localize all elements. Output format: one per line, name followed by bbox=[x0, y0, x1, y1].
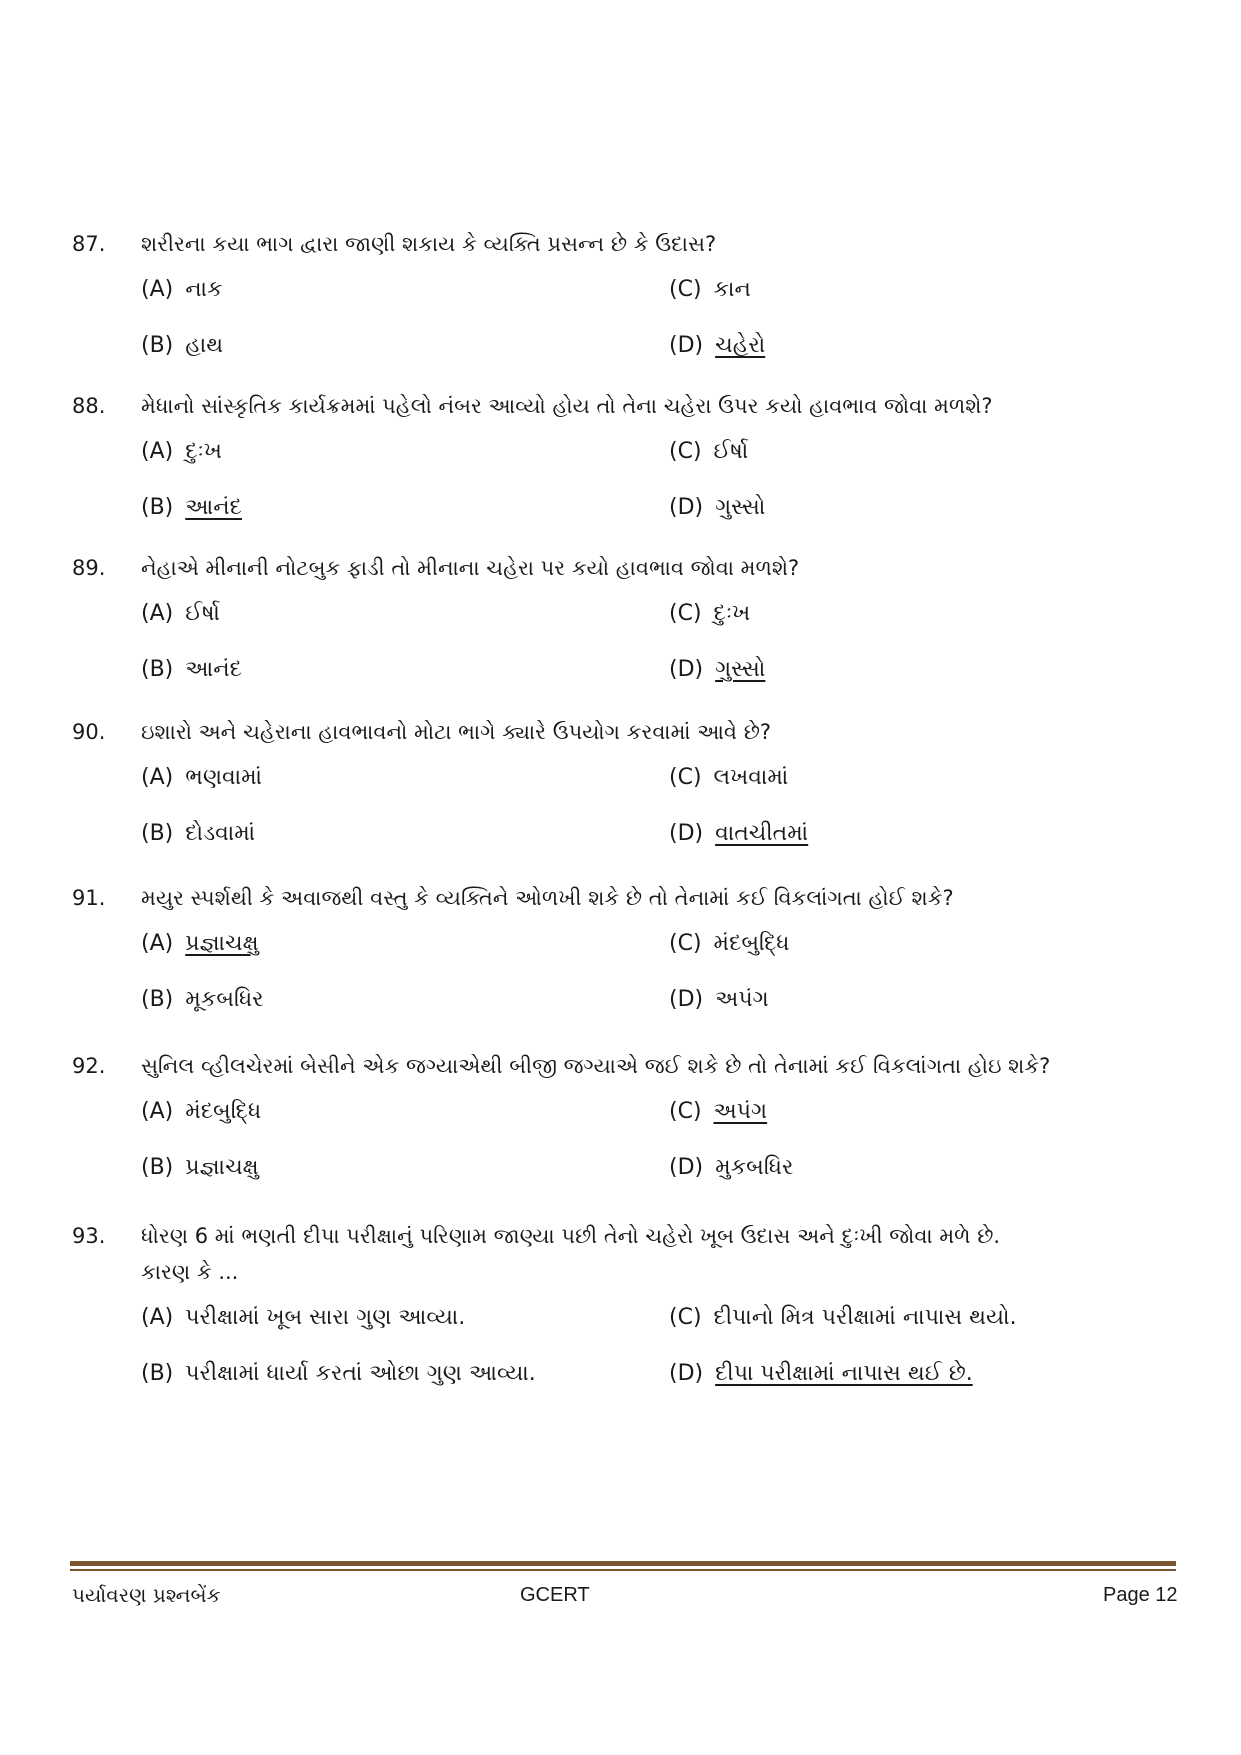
option-d-correct-answer bbox=[669, 318, 765, 374]
option-text: પ્રજ્ઞાચક્ષુ bbox=[185, 931, 259, 956]
option-text: હાથ bbox=[185, 333, 224, 358]
option-label: (C) bbox=[669, 931, 702, 956]
option-label: (A) bbox=[141, 601, 174, 626]
option-text: પ્રજ્ઞાચક્ષુ bbox=[185, 1155, 259, 1180]
option-label: (C) bbox=[669, 439, 702, 464]
option-a bbox=[141, 750, 262, 806]
question-93 bbox=[72, 1218, 1132, 1402]
option-text: પરીક્ષામાં ધાર્યા કરતાં ઓછા ગુણ આવ્યા. bbox=[185, 1361, 536, 1386]
question-text: શરીરના કયા ભાગ દ્વારા જાણી શકાય કે વ્યક્તિ પ્રસન્ન છે કે ઉદાસ? bbox=[141, 232, 717, 256]
question-92 bbox=[72, 1048, 1132, 1196]
question-text: સુનિલ વ્હીલચેરમાં બેસીને એક જગ્યાએથી બીજી જગ્યાએ જઈ શકે છે તો તેનામાં કઈ વિકલાંગતા હોઇ શકે? bbox=[141, 1054, 1051, 1078]
question-90 bbox=[72, 714, 1132, 862]
option-label: (C) bbox=[669, 1305, 702, 1330]
option-label: (D) bbox=[669, 333, 704, 358]
option-text: મુકબધિર bbox=[715, 1155, 794, 1180]
option-text: મૂકબધિર bbox=[185, 987, 264, 1012]
option-b bbox=[141, 642, 242, 698]
option-text: અપંગ bbox=[715, 987, 769, 1012]
option-a bbox=[141, 262, 223, 318]
question-text-continuation: કારણ કે ... bbox=[141, 1260, 239, 1284]
question-text: ધોરણ 6 માં ભણતી દીપા પરીક્ષાનું પરિણામ જાણ્યા પછી તેનો ચહેરો ખૂબ ઉદાસ અને દુઃખી જોવા મળે છે. bbox=[141, 1224, 1001, 1248]
option-a bbox=[141, 1084, 261, 1140]
option-c bbox=[669, 262, 751, 318]
option-text: કાન bbox=[713, 277, 751, 302]
option-text: ગુસ્સો bbox=[715, 495, 766, 520]
option-d bbox=[669, 972, 769, 1028]
option-text: દોડવામાં bbox=[185, 821, 256, 846]
option-c bbox=[669, 1290, 1017, 1346]
option-text: દીપાનો મિત્ર પરીક્ષામાં નાપાસ થયો. bbox=[713, 1305, 1017, 1330]
option-a bbox=[141, 1290, 465, 1346]
option-text: ભણવામાં bbox=[185, 765, 263, 790]
footer-book-title: પર્યાવરણ પ્રશ્નબેંક bbox=[72, 1583, 221, 1607]
option-text: ચહેરો bbox=[715, 333, 766, 358]
question-text: નેહાએ મીનાની નોટબુક ફાડી તો મીનાના ચહેરા પર કયો હાવભાવ જોવા મળશે? bbox=[141, 556, 800, 580]
option-label: (A) bbox=[141, 765, 174, 790]
option-c bbox=[669, 424, 748, 480]
question-88 bbox=[72, 388, 1132, 536]
option-label: (A) bbox=[141, 277, 174, 302]
option-d bbox=[669, 480, 765, 536]
option-d-correct-answer bbox=[669, 806, 808, 862]
question-number: 93. bbox=[72, 1224, 106, 1248]
option-label: (D) bbox=[669, 1155, 704, 1180]
question-number: 88. bbox=[72, 394, 106, 418]
option-label: (C) bbox=[669, 601, 702, 626]
option-label: (B) bbox=[141, 1155, 174, 1180]
option-b bbox=[141, 1346, 536, 1402]
option-label: (B) bbox=[141, 495, 174, 520]
option-label: (D) bbox=[669, 821, 704, 846]
option-d bbox=[669, 1140, 793, 1196]
option-text: લખવામાં bbox=[713, 765, 789, 790]
option-a-correct-answer bbox=[141, 916, 259, 972]
option-c bbox=[669, 916, 790, 972]
option-b bbox=[141, 806, 255, 862]
option-label: (C) bbox=[669, 1099, 702, 1124]
option-text: મંદબુદ્ધિ bbox=[713, 931, 790, 956]
option-label: (D) bbox=[669, 495, 704, 520]
option-d-correct-answer bbox=[669, 642, 765, 698]
option-text: આનંદ bbox=[185, 495, 242, 520]
option-label: (B) bbox=[141, 987, 174, 1012]
option-label: (D) bbox=[669, 657, 704, 682]
option-c bbox=[669, 586, 750, 642]
option-label: (B) bbox=[141, 1361, 174, 1386]
option-text: અપંગ bbox=[713, 1099, 768, 1124]
question-text: મેધાનો સાંસ્કૃતિક કાર્યક્રમમાં પહેલો નંબર આવ્યો હોય તો તેના ચહેરા ઉપર કયો હાવભાવ જોવા મળશે? bbox=[141, 394, 993, 418]
option-c-correct-answer bbox=[669, 1084, 767, 1140]
option-a bbox=[141, 424, 222, 480]
option-c bbox=[669, 750, 788, 806]
footer-page-number: Page 12 bbox=[1103, 1584, 1178, 1606]
option-text: દુઃખ bbox=[713, 601, 751, 626]
option-label: (B) bbox=[141, 821, 174, 846]
option-b bbox=[141, 318, 223, 374]
footer-rule-thin bbox=[70, 1569, 1176, 1571]
question-number: 87. bbox=[72, 232, 106, 256]
option-b bbox=[141, 1140, 259, 1196]
option-text: ગુસ્સો bbox=[715, 657, 766, 682]
question-text: ઇશારો અને ચહેરાના હાવભાવનો મોટા ભાગે ક્યારે ઉપયોગ કરવામાં આવે છે? bbox=[141, 720, 772, 744]
option-label: (A) bbox=[141, 931, 174, 956]
option-label: (C) bbox=[669, 765, 702, 790]
option-text: દુઃખ bbox=[185, 439, 222, 464]
option-text: વાતચીતમાં bbox=[715, 821, 809, 846]
option-label: (A) bbox=[141, 439, 174, 464]
question-number: 89. bbox=[72, 556, 106, 580]
question-number: 92. bbox=[72, 1054, 106, 1078]
option-label: (D) bbox=[669, 1361, 704, 1386]
option-label: (D) bbox=[669, 987, 704, 1012]
footer-rule-thick bbox=[70, 1561, 1176, 1566]
question-89 bbox=[72, 550, 1132, 698]
question-text: મયુર સ્પર્શથી કે અવાજથી વસ્તુ કે વ્યક્તિને ઓળખી શકે છે તો તેનામાં કઈ વિકલાંગતા હોઈ શકે? bbox=[141, 886, 954, 910]
option-b-correct-answer bbox=[141, 480, 242, 536]
question-number: 91. bbox=[72, 886, 106, 910]
option-label: (A) bbox=[141, 1099, 174, 1124]
option-label: (B) bbox=[141, 657, 174, 682]
option-text: મંદબુદ્ધિ bbox=[185, 1099, 262, 1124]
question-number: 90. bbox=[72, 720, 106, 744]
option-text: દીપા પરીક્ષામાં નાપાસ થઈ છે. bbox=[715, 1361, 973, 1386]
option-label: (A) bbox=[141, 1305, 174, 1330]
footer-publisher: GCERT bbox=[520, 1584, 590, 1606]
option-b bbox=[141, 972, 264, 1028]
option-text: ઈર્ષા bbox=[713, 439, 749, 464]
option-a bbox=[141, 586, 220, 642]
option-label: (B) bbox=[141, 333, 174, 358]
question-91 bbox=[72, 880, 1132, 1028]
option-text: ઈર્ષા bbox=[185, 601, 220, 626]
option-label: (C) bbox=[669, 277, 702, 302]
option-text: પરીક્ષામાં ખૂબ સારા ગુણ આવ્યા. bbox=[185, 1305, 466, 1330]
option-d-correct-answer bbox=[669, 1346, 973, 1402]
option-text: નાક bbox=[185, 277, 223, 302]
question-87 bbox=[72, 226, 1132, 374]
option-text: આનંદ bbox=[185, 657, 242, 682]
